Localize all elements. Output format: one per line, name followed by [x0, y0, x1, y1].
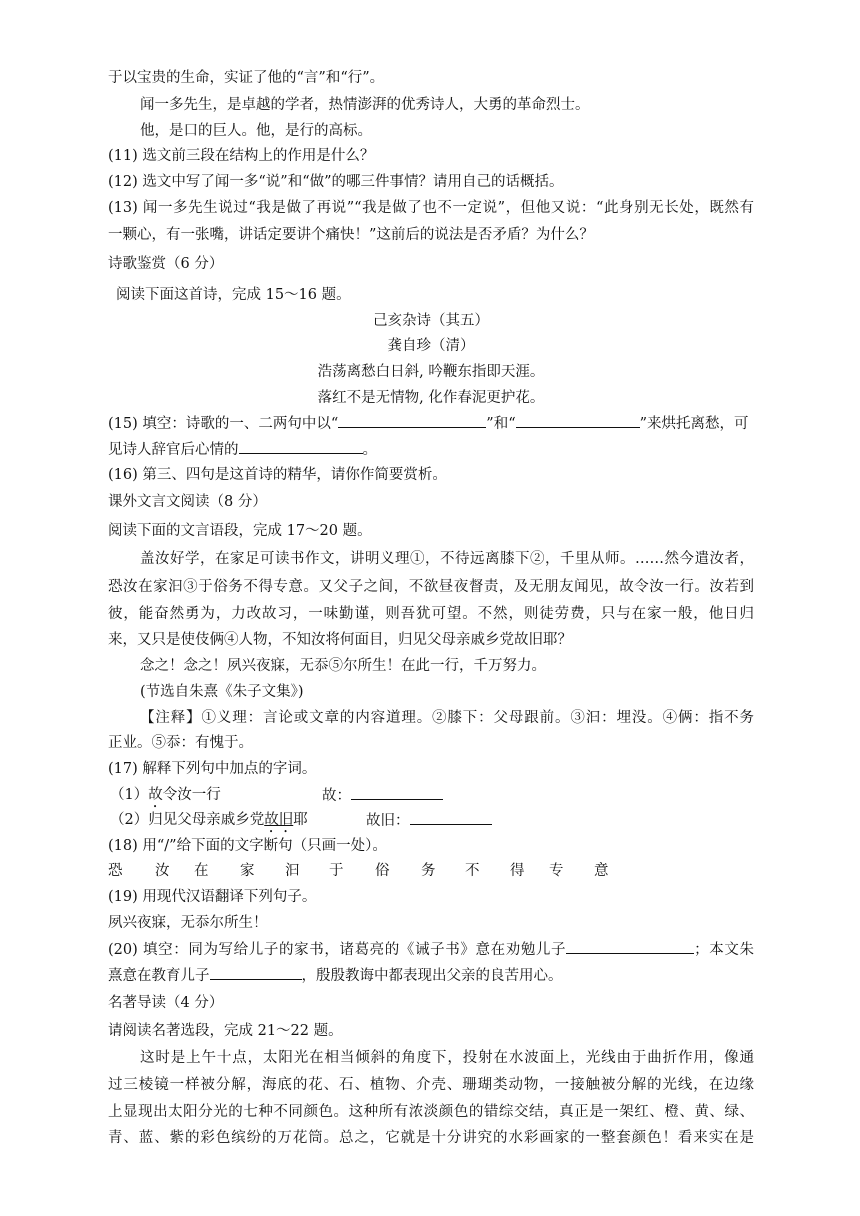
- classical-text-line: 彼，能奋然勇为，力改故习，一味勤谨，则吾犹可望。不然，则徒劳费，只与在家一般，他日归: [108, 606, 754, 622]
- poem-line: 落红不是无情物, 化作春泥更护花。: [317, 390, 545, 406]
- grid-char: 俗: [375, 863, 390, 879]
- passage-line: 于以宝贵的生命，实证了他的“言”和“行”。: [108, 70, 385, 86]
- grid-char: 汝: [155, 863, 170, 879]
- grid-char: 专: [549, 863, 564, 879]
- question-16: (16) 第三、四句是这首诗的精华，请你作简要赏析。: [108, 467, 447, 483]
- classical-notes-line: 【注释】①义理：言论或文章的内容道理。②膝下：父母跟前。③汩：埋没。④俩：指不务: [140, 710, 754, 726]
- grid-char: 恐: [108, 863, 123, 879]
- grid-char: 于: [329, 863, 344, 879]
- question-11: (11) 选文前三段在结构上的作用是什么？: [108, 148, 375, 164]
- classics-text-line: 这时是上午十点，太阳光在相当倾斜的角度下，投射在水波面上，光线由于曲折作用，像通: [140, 1050, 754, 1066]
- grid-char: 汩: [285, 863, 300, 879]
- classical-text-line: 来，又只是使伎俩④人物，不知汝将何面目，归见父母亲戚乡党故旧耶？: [108, 632, 572, 648]
- grid-char: 家: [240, 863, 255, 879]
- question-17-answer-2: 故旧：: [366, 810, 666, 831]
- answer-blank[interactable]: [239, 439, 363, 454]
- question-15-line: (15) 填空：诗歌的一、二两句中以“ ”和“ ”来烘托离愁，可: [108, 413, 754, 434]
- question-17: (17) 解释下列句中加点的字词。: [108, 761, 317, 777]
- passage-line: 闻一多先生，是卓越的学者，热情澎湃的优秀诗人，大勇的革命烈士。: [140, 97, 590, 113]
- answer-blank[interactable]: [210, 965, 302, 980]
- poem-author: 龚自珍（清）: [387, 338, 475, 354]
- question-15-line: 见诗人辞官后心情的 。: [108, 439, 754, 460]
- section-heading-classics: 名著导读（4 分）: [108, 995, 224, 1011]
- question-13-line: (13) 闻一多先生说过“我是做了再说”“我是做了也不一定说”，但他又说：“此身别无长处，既然有: [108, 200, 754, 216]
- section-heading-classical: 课外文言文阅读（8 分）: [108, 494, 267, 510]
- answer-blank[interactable]: [566, 939, 694, 954]
- question-17-item-2: （2）归见父母亲戚乡党故旧耶: [110, 812, 308, 828]
- classical-text-line: 盖汝好学，在家足可读书作文，讲明义理①，不待远离膝下②，千里从师。……然今遣汝者，: [140, 551, 754, 567]
- classics-instruction: 请阅读名著选段，完成 21～22 题。: [108, 1023, 343, 1039]
- question-18: (18) 用“/”给下面的文字断句（只画一处）。: [108, 838, 387, 854]
- classics-text-line: 上显现出太阳分光的七种不同颜色。这种所有浓淡颜色的错综交结，真正是一架红、橙、黄、绿、: [108, 1104, 754, 1120]
- answer-blank[interactable]: [351, 785, 443, 800]
- classics-text-line: 青、蓝、紫的彩色缤纷的万花筒。总之，它就是十分讲究的水彩画家的一整套颜色！看来实在是: [108, 1130, 754, 1146]
- classical-source: (节选自朱熹《朱子文集》): [140, 684, 304, 700]
- classical-instruction: 阅读下面的文言语段，完成 17～20 题。: [108, 523, 372, 539]
- question-20-line: (20) 填空：同为写给儿子的家书，诸葛亮的《诫子书》意在劝勉儿子 ；本文朱: [108, 939, 754, 960]
- answer-blank[interactable]: [338, 413, 486, 428]
- question-17-answer-1: 故：: [322, 785, 622, 806]
- classical-text-line: 恐汝在家汩③于俗务不得专意。又父子之间，不欲昼夜督责，及无朋友闻见，故令汝一行。汝若到: [108, 579, 754, 595]
- answer-blank[interactable]: [516, 413, 640, 428]
- answer-blank[interactable]: [410, 810, 492, 825]
- grid-char: 不: [465, 863, 480, 879]
- question-19: (19) 用现代汉语翻译下列句子。: [108, 889, 317, 905]
- section-heading-poetry: 诗歌鉴赏（6 分）: [108, 256, 224, 272]
- question-20-line: 熹意在教育儿子 ，殷殷教诲中都表现出父亲的良苦用心。: [108, 965, 754, 986]
- poem-line: 浩荡离愁白日斜, 吟鞭东指即天涯。: [317, 364, 545, 380]
- poem-title: 己亥杂诗（其五）: [373, 313, 489, 329]
- grid-char: 得: [510, 863, 525, 879]
- question-12: (12) 选文中写了闻一多“说”和“做”的哪三件事情？请用自己的话概括。: [108, 174, 564, 190]
- poetry-instruction: 阅读下面这首诗，完成 15～16 题。: [116, 287, 351, 303]
- question-17-item-1: （1）故令汝一行: [110, 787, 221, 803]
- classical-notes-line: 正业。⑤忝：有愧于。: [108, 735, 253, 751]
- question-13-line: 一颗心，有一张嘴，讲话定要讲个痛快！”这前后的说法是否矛盾？为什么？: [108, 227, 594, 243]
- classics-text-line: 过三棱镜一样被分解，海底的花、石、植物、介壳、珊瑚类动物，一接触被分解的光线，在边缘: [108, 1077, 754, 1093]
- classical-text-line: 念之！念之！夙兴夜寐，无忝⑤尔所生！在此一行，千万努力。: [140, 658, 546, 674]
- passage-line: 他，是口的巨人。他，是行的高标。: [140, 123, 372, 139]
- question-19-sentence: 夙兴夜寐，无忝尔所生！: [108, 915, 268, 931]
- grid-char: 在: [194, 863, 209, 879]
- grid-char: 务: [421, 863, 436, 879]
- grid-char: 意: [594, 863, 609, 879]
